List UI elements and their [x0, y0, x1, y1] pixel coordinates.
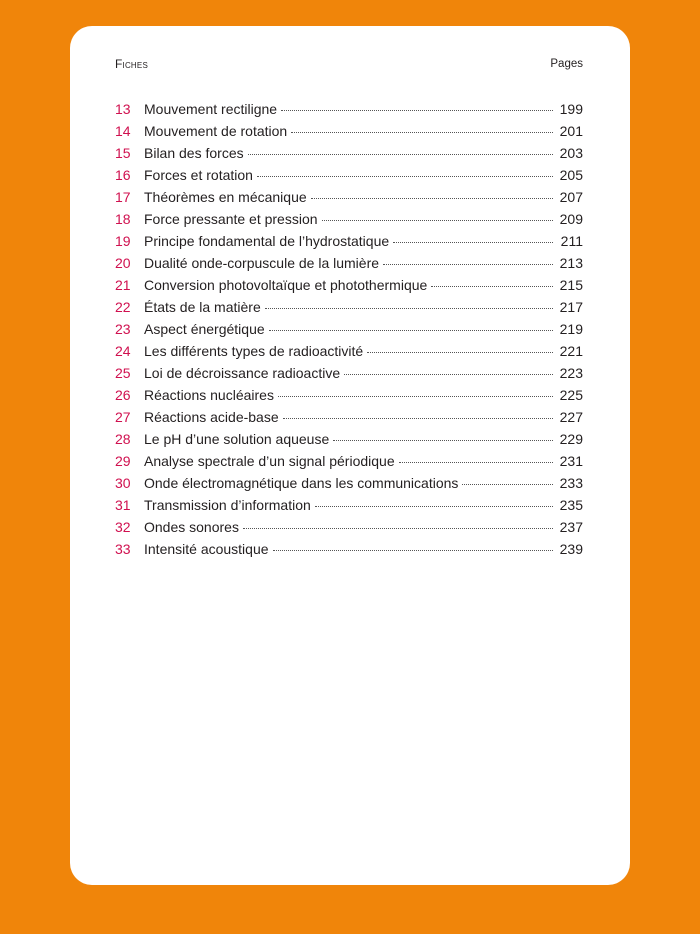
- toc-entry[interactable]: [115, 450, 583, 472]
- toc-entry[interactable]: [115, 340, 583, 362]
- dot-leader: [315, 506, 553, 507]
- toc-entry-number: 21: [115, 277, 131, 293]
- toc-entry-title: Le pH d’une solution aqueuse: [144, 431, 330, 447]
- dot-leader: [283, 418, 553, 419]
- toc-entry-number: 30: [115, 475, 131, 491]
- toc-entry[interactable]: [115, 318, 583, 340]
- toc-entry-page: 199: [559, 101, 583, 117]
- toc-entry[interactable]: [115, 274, 583, 296]
- toc-entry[interactable]: [115, 186, 583, 208]
- dot-leader: [322, 220, 553, 221]
- toc-entry-number: 33: [115, 541, 131, 557]
- toc-entry-number: 15: [115, 145, 131, 161]
- dot-leader: [333, 440, 553, 441]
- toc-entry-title: Mouvement rectiligne: [144, 101, 278, 117]
- toc-entry-page: 209: [559, 211, 583, 227]
- toc-entry-title: Réactions acide-base: [144, 409, 279, 425]
- section-label: Fiches: [115, 57, 148, 71]
- toc-entry-page: 207: [559, 189, 583, 205]
- toc-entry-number: 14: [115, 123, 131, 139]
- dot-leader: [281, 110, 553, 111]
- toc-entry-title: Bilan des forces: [144, 145, 244, 161]
- toc-entry-title: Forces et rotation: [144, 167, 253, 183]
- toc-entry-page: 217: [559, 299, 583, 315]
- toc-entry-title: Mouvement de rotation: [144, 123, 288, 139]
- dot-leader: [257, 176, 553, 177]
- toc-entry-title: Dualité onde-corpuscule de la lumière: [144, 255, 380, 271]
- toc-entry-title: Réactions nucléaires: [144, 387, 274, 403]
- dot-leader: [393, 242, 553, 243]
- toc-entry-number: 25: [115, 365, 131, 381]
- toc-entry-number: 17: [115, 189, 131, 205]
- toc-entry[interactable]: [115, 428, 583, 450]
- dot-leader: [383, 264, 553, 265]
- toc-entry[interactable]: [115, 494, 583, 516]
- dot-leader: [399, 462, 553, 463]
- toc-entry[interactable]: [115, 538, 583, 560]
- toc-entry-title: États de la matière: [144, 299, 261, 315]
- toc-entry-number: 27: [115, 409, 131, 425]
- dot-leader: [243, 528, 553, 529]
- toc-entry-title: Loi de décroissance radioactive: [144, 365, 341, 381]
- toc-entry-number: 18: [115, 211, 131, 227]
- toc-entry-title: Théorèmes en mécanique: [144, 189, 307, 205]
- toc-entry-page: 227: [559, 409, 583, 425]
- toc-page-card: [70, 26, 630, 885]
- toc-entry[interactable]: [115, 252, 583, 274]
- toc-entry[interactable]: [115, 384, 583, 406]
- toc-entry[interactable]: [115, 98, 583, 120]
- toc-entry-number: 28: [115, 431, 131, 447]
- toc-entry-number: 20: [115, 255, 131, 271]
- toc-entry-page: 231: [559, 453, 583, 469]
- toc-entry-title: Onde électromagnétique dans les communications: [144, 475, 459, 491]
- dot-leader: [291, 132, 553, 133]
- table-of-contents: [115, 98, 583, 560]
- toc-entry-number: 13: [115, 101, 131, 117]
- toc-entry[interactable]: [115, 296, 583, 318]
- toc-entry-page: 223: [559, 365, 583, 381]
- toc-entry[interactable]: [115, 472, 583, 494]
- dot-leader: [278, 396, 553, 397]
- toc-entry-number: 24: [115, 343, 131, 359]
- toc-entry[interactable]: [115, 406, 583, 428]
- toc-entry-page: 221: [559, 343, 583, 359]
- toc-entry-title: Les différents types de radioactivité: [144, 343, 364, 359]
- dot-leader: [344, 374, 553, 375]
- dot-leader: [462, 484, 553, 485]
- toc-entry[interactable]: [115, 120, 583, 142]
- toc-entry[interactable]: [115, 230, 583, 252]
- dot-leader: [265, 308, 553, 309]
- dot-leader: [273, 550, 553, 551]
- toc-entry-page: 229: [559, 431, 583, 447]
- toc-entry[interactable]: [115, 362, 583, 384]
- toc-entry-page: 233: [559, 475, 583, 491]
- toc-entry-number: 19: [115, 233, 131, 249]
- toc-entry-page: 219: [559, 321, 583, 337]
- dot-leader: [269, 330, 553, 331]
- dot-leader: [367, 352, 553, 353]
- toc-entry-title: Ondes sonores: [144, 519, 239, 535]
- toc-entry-title: Analyse spectrale d’un signal périodique: [144, 453, 395, 469]
- toc-entry-page: 211: [560, 233, 583, 249]
- toc-entry-number: 32: [115, 519, 131, 535]
- toc-entry[interactable]: [115, 516, 583, 538]
- pages-column-label: Pages: [550, 58, 583, 70]
- toc-header: [115, 57, 583, 77]
- dot-leader: [248, 154, 553, 155]
- toc-entry[interactable]: [115, 164, 583, 186]
- dot-leader: [311, 198, 553, 199]
- toc-entry-page: 239: [559, 541, 583, 557]
- toc-entry[interactable]: [115, 142, 583, 164]
- toc-entry-number: 16: [115, 167, 131, 183]
- toc-entry[interactable]: [115, 208, 583, 230]
- toc-entry-title: Aspect énergétique: [144, 321, 265, 337]
- toc-entry-page: 205: [559, 167, 583, 183]
- toc-entry-title: Conversion photovoltaïque et photothermique: [144, 277, 428, 293]
- toc-entry-number: 26: [115, 387, 131, 403]
- toc-entry-number: 31: [115, 497, 131, 513]
- toc-entry-number: 22: [115, 299, 131, 315]
- dot-leader: [431, 286, 553, 287]
- toc-entry-page: 235: [559, 497, 583, 513]
- toc-entry-page: 203: [559, 145, 583, 161]
- toc-entry-page: 213: [559, 255, 583, 271]
- toc-entry-page: 215: [559, 277, 583, 293]
- toc-entry-page: 201: [559, 123, 583, 139]
- toc-entry-page: 225: [559, 387, 583, 403]
- toc-entry-page: 237: [559, 519, 583, 535]
- toc-entry-number: 23: [115, 321, 131, 337]
- toc-entry-title: Intensité acoustique: [144, 541, 269, 557]
- toc-entry-title: Transmission d’information: [144, 497, 311, 513]
- toc-entry-number: 29: [115, 453, 131, 469]
- toc-entry-title: Principe fondamental de l’hydrostatique: [144, 233, 390, 249]
- toc-entry-title: Force pressante et pression: [144, 211, 318, 227]
